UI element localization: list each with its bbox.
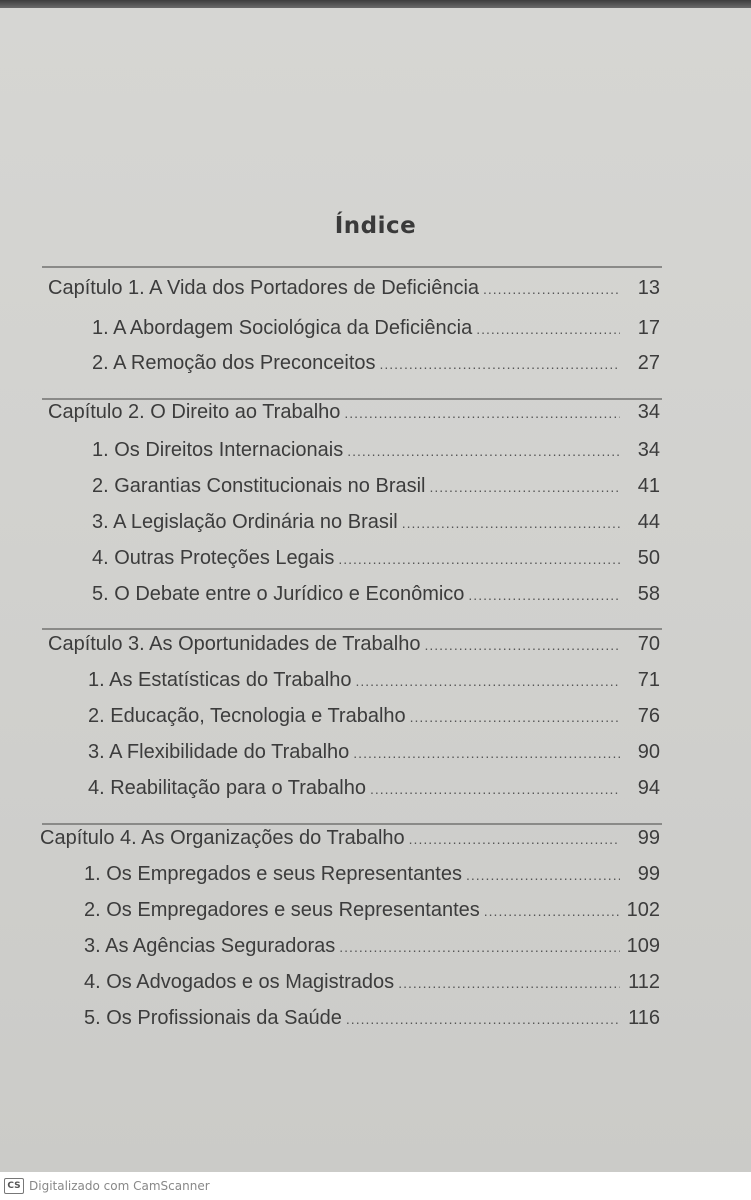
toc-dot-leader xyxy=(339,939,620,955)
toc-page-number: 58 xyxy=(637,583,660,605)
camscanner-logo-icon: CS xyxy=(4,1178,24,1194)
toc-dot-leader xyxy=(380,356,621,372)
toc-section-entry xyxy=(84,899,660,922)
toc-page-number: 34 xyxy=(637,401,660,423)
toc-page-number: 70 xyxy=(637,633,660,655)
toc-section-entry xyxy=(92,317,660,340)
toc-page-number: 50 xyxy=(637,547,660,569)
toc-dot-leader xyxy=(468,587,620,603)
divider-chapter-4 xyxy=(42,823,662,825)
toc-section-entry xyxy=(88,777,660,800)
toc-section-entry xyxy=(88,741,660,764)
toc-dot-leader xyxy=(344,405,620,421)
toc-page-number: 76 xyxy=(637,705,660,727)
toc-page-number: 44 xyxy=(637,511,660,533)
scanner-footer xyxy=(0,1172,751,1200)
toc-dot-leader xyxy=(410,709,620,725)
toc-entry-label: 3. As Agências Seguradoras xyxy=(84,935,336,957)
toc-entry-label: 5. O Debate entre o Jurídico e Econômico xyxy=(92,583,465,605)
toc-section-entry xyxy=(92,547,660,570)
toc-section-entry xyxy=(92,511,660,534)
toc-entry-label: Capítulo 4. As Organizações do Trabalho xyxy=(40,827,405,849)
scanner-watermark-text: Digitalizado com CamScanner xyxy=(29,1179,210,1193)
toc-section-entry xyxy=(84,863,660,886)
toc-entry-label: 2. A Remoção dos Preconceitos xyxy=(92,352,376,374)
book-page xyxy=(0,8,751,1172)
toc-page-number: 109 xyxy=(626,935,660,957)
toc-entry-label: 1. As Estatísticas do Trabalho xyxy=(88,669,352,691)
toc-chapter-entry xyxy=(48,277,660,300)
toc-dot-leader xyxy=(353,745,620,761)
toc-dot-leader xyxy=(402,515,620,531)
toc-section-entry xyxy=(88,669,660,692)
toc-section-entry xyxy=(92,475,660,498)
toc-page-number: 94 xyxy=(637,777,660,799)
toc-entry-label: Capítulo 1. A Vida dos Portadores de Deficiência xyxy=(48,277,480,299)
toc-dot-leader xyxy=(466,867,620,883)
toc-entry-label: 4. Os Advogados e os Magistrados xyxy=(84,971,395,993)
toc-page-number: 34 xyxy=(637,439,660,461)
toc-page-number: 13 xyxy=(637,277,660,299)
top-edge-shadow xyxy=(0,0,751,8)
toc-entry-label: Capítulo 3. As Oportunidades de Trabalho xyxy=(48,633,421,655)
toc-chapter-entry xyxy=(48,633,660,656)
toc-dot-leader xyxy=(430,479,621,495)
toc-entry-label: 2. Os Empregadores e seus Representantes xyxy=(84,899,480,921)
toc-dot-leader xyxy=(347,443,620,459)
toc-section-entry xyxy=(88,705,660,728)
divider-chapter-2 xyxy=(42,398,662,400)
toc-dot-leader xyxy=(398,975,620,991)
toc-dot-leader xyxy=(338,551,620,567)
toc-dot-leader xyxy=(355,673,620,689)
toc-page-number: 102 xyxy=(626,899,660,921)
toc-page-number: 99 xyxy=(637,827,660,849)
divider-chapter-1 xyxy=(42,266,662,268)
toc-entry-label: 5. Os Profissionais da Saúde xyxy=(84,1007,342,1029)
toc-page-number: 112 xyxy=(628,971,660,993)
toc-entry-label: 1. Os Direitos Internacionais xyxy=(92,439,344,461)
toc-dot-leader xyxy=(476,321,620,337)
toc-entry-label: 2. Garantias Constitucionais no Brasil xyxy=(92,475,426,497)
toc-dot-leader xyxy=(346,1011,620,1027)
toc-dot-leader xyxy=(424,637,620,653)
toc-chapter-entry xyxy=(40,827,660,850)
toc-page-number: 27 xyxy=(637,352,660,374)
toc-page-number: 99 xyxy=(637,863,660,885)
toc-section-entry xyxy=(84,1007,660,1030)
toc-page-number: 71 xyxy=(637,669,660,691)
toc-section-entry xyxy=(84,971,660,994)
toc-section-entry xyxy=(92,439,660,462)
toc-section-entry xyxy=(92,583,660,606)
toc-page-number: 90 xyxy=(637,741,660,763)
toc-page-number: 41 xyxy=(637,475,660,497)
divider-chapter-3 xyxy=(42,628,662,630)
toc-entry-label: 1. Os Empregados e seus Representantes xyxy=(84,863,462,885)
toc-entry-label: Capítulo 2. O Direito ao Trabalho xyxy=(48,401,341,423)
page-title: Índice xyxy=(334,213,417,239)
toc-entry-label: 4. Outras Proteções Legais xyxy=(92,547,335,569)
toc-dot-leader xyxy=(483,281,620,297)
toc-entry-label: 2. Educação, Tecnologia e Trabalho xyxy=(88,705,406,727)
toc-section-entry xyxy=(92,352,660,375)
toc-chapter-entry xyxy=(48,401,660,424)
toc-page-number: 17 xyxy=(637,317,660,339)
toc-page-number: 116 xyxy=(628,1007,660,1029)
toc-entry-label: 3. A Flexibilidade do Trabalho xyxy=(88,741,350,763)
toc-entry-label: 4. Reabilitação para o Trabalho xyxy=(88,777,366,799)
toc-dot-leader xyxy=(370,781,620,797)
toc-dot-leader xyxy=(409,831,620,847)
toc-dot-leader xyxy=(484,903,620,919)
toc-entry-label: 1. A Abordagem Sociológica da Deficiência xyxy=(92,317,473,339)
toc-section-entry xyxy=(84,935,660,958)
toc-entry-label: 3. A Legislação Ordinária no Brasil xyxy=(92,511,398,533)
